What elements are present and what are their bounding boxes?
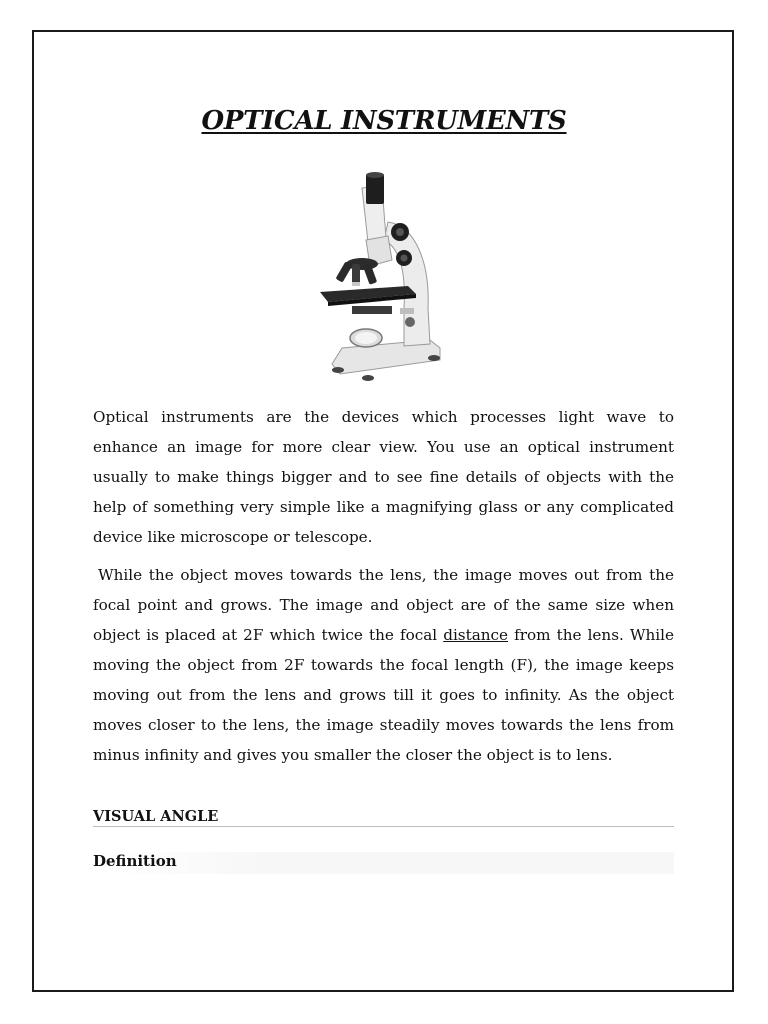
distance-link[interactable]: distance	[443, 626, 509, 644]
section-heading-visual-angle: VISUAL ANGLE	[93, 808, 674, 827]
paragraph-text-part2: from the lens. While moving the object from 2F towards the focal length (F), the image keeps moving out from the lens and grows till it goes to infinity. As the object moves closer to the lens, the image steadily moves towards the lens from minus infinity and gives you smaller the closer the object is to lens.	[93, 626, 675, 764]
page-title: OPTICAL INSTRUMENTS	[201, 106, 567, 136]
microscope-icon	[312, 168, 452, 388]
paragraph-image-formation	[93, 560, 674, 770]
paragraph-text-part1: While the object moves towards the lens, the image moves out from the focal point and grows. The image and object are of the same size when object is placed at 2F which twice the focal	[93, 566, 674, 644]
paragraph-intro: Optical instruments are the devices which processes light wave to enhance an image for more clear view. You use an optical instrument usually to make things bigger and to see fine details of objects with the help of something very simple like a magnifying glass or any complicated device like microscope or telescope.	[93, 408, 674, 546]
subheading-definition: Definition	[93, 852, 674, 874]
body-text	[93, 402, 674, 778]
